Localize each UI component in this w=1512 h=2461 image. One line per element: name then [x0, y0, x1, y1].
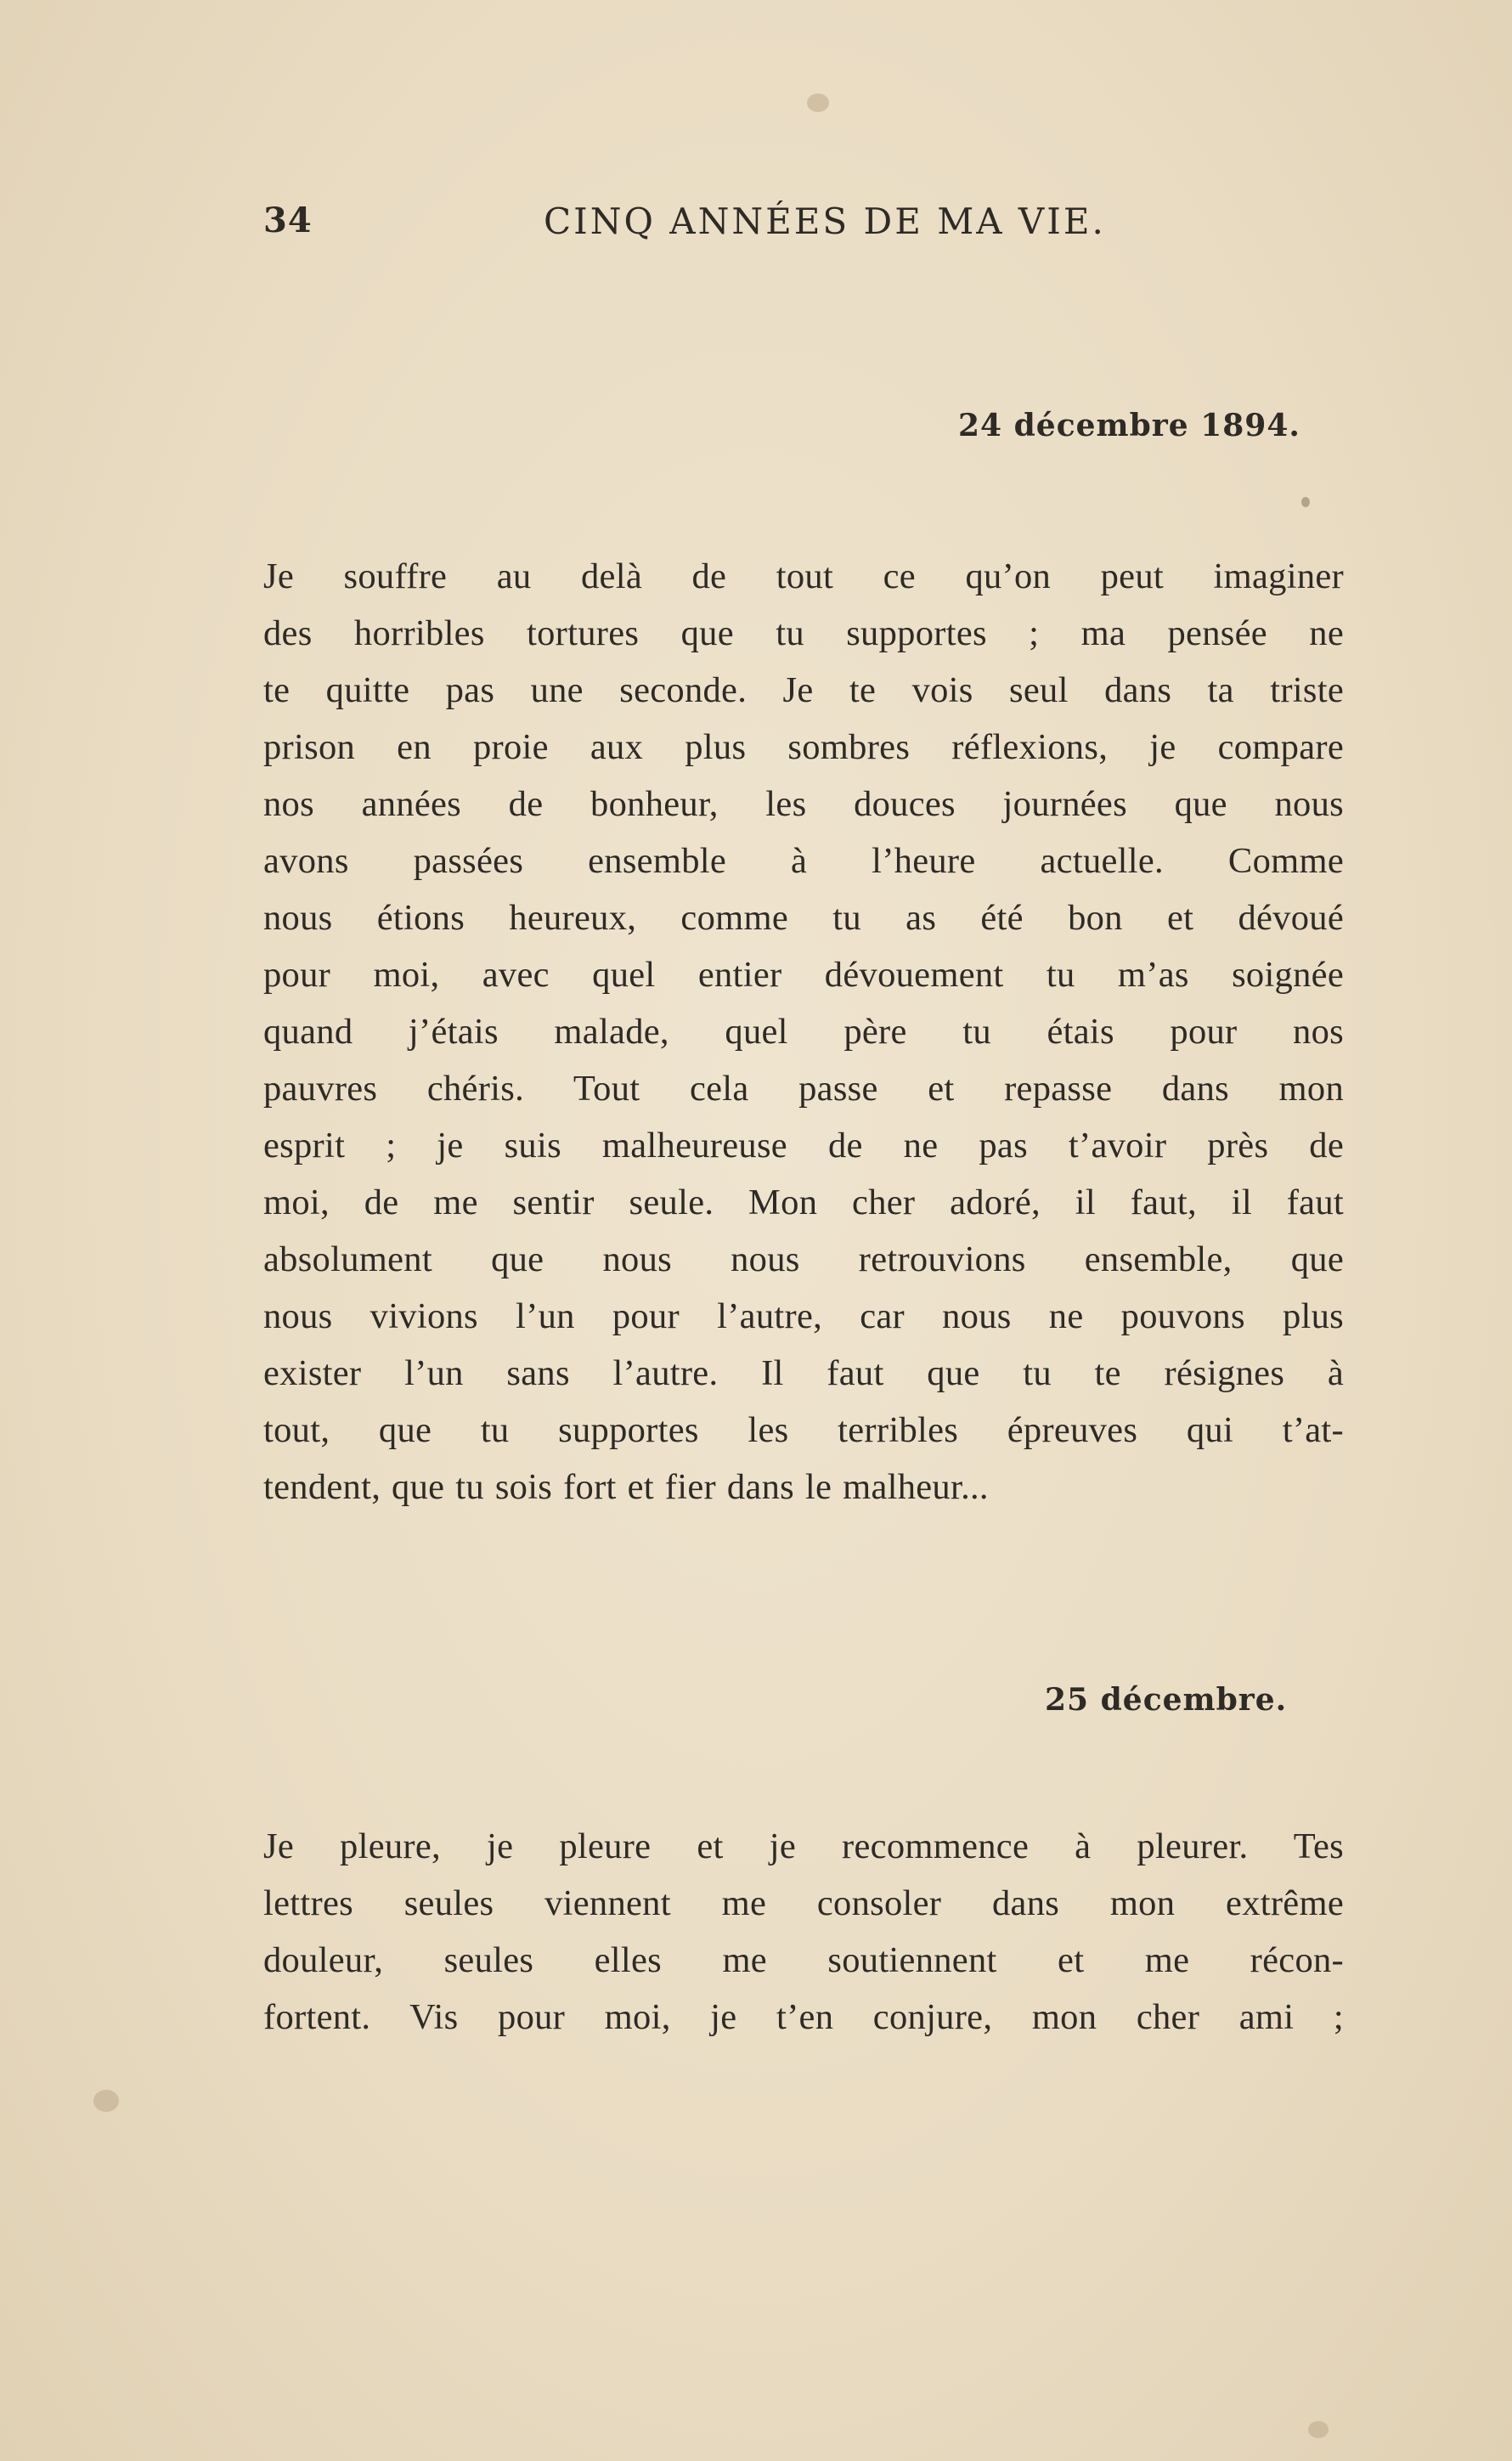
paper-stain [807, 93, 829, 112]
text-line: avons passées ensemble à l’heure actuelle. Comme [263, 841, 1344, 881]
text-line: pour moi, avec quel entier dévouement tu m’as soignée [263, 955, 1344, 995]
text-line: quand j’étais malade, quel père tu étais pour nos [263, 1012, 1344, 1052]
entry-date: 25 décembre. [1045, 1682, 1288, 1718]
text-line: nous étions heureux, comme tu as été bon et dévoué [263, 898, 1344, 938]
text-line: esprit ; je suis malheureuse de ne pas t’avoir près de [263, 1126, 1344, 1166]
text-line: pauvres chéris. Tout cela passe et repasse dans mon [263, 1069, 1344, 1109]
page-header [263, 200, 1106, 260]
text-line: absolument que nous nous retrouvions ensemble, que [263, 1239, 1344, 1279]
text-line: Je pleure, je pleure et je recommence à pleurer. Tes [263, 1826, 1344, 1866]
text-line: tendent, que tu sois fort et fier dans le malheur... [263, 1467, 989, 1507]
text-line: nous vivions l’un pour l’autre, car nous ne pouvons plus [263, 1296, 1344, 1336]
text-line: Je souffre au delà de tout ce qu’on peut imaginer [263, 556, 1344, 596]
text-line: moi, de me sentir seule. Mon cher adoré, il faut, il faut [263, 1183, 1344, 1222]
text-line: des horribles tortures que tu supportes ; ma pensée ne [263, 613, 1344, 653]
entry-paragraph [263, 1818, 1344, 2046]
text-line: nos années de bonheur, les douces journées que nous [263, 784, 1344, 824]
paper-stain [1308, 2421, 1329, 2438]
running-title: CINQ ANNÉES DE MA VIE. [544, 200, 1106, 242]
page-number: 34 [263, 200, 313, 240]
text-line: tout, que tu supportes les terribles épreuves qui t’at- [263, 1410, 1344, 1450]
text-line: lettres seules viennent me consoler dans mon extrême [263, 1883, 1344, 1923]
text-line: prison en proie aux plus sombres réflexions, je compare [263, 727, 1344, 767]
paper-stain [93, 2090, 119, 2112]
text-line: exister l’un sans l’autre. Il faut que tu te résignes à [263, 1353, 1344, 1393]
text-line: fortent. Vis pour moi, je t’en conjure, mon cher ami ; [263, 1997, 1344, 2037]
paper-stain [1301, 497, 1310, 507]
text-line: te quitte pas une seconde. Je te vois seul dans ta triste [263, 670, 1344, 710]
text-line: douleur, seules elles me soutiennent et me récon- [263, 1940, 1344, 1980]
entry-date: 24 décembre 1894. [958, 408, 1300, 443]
entry-paragraph [263, 548, 1344, 1516]
